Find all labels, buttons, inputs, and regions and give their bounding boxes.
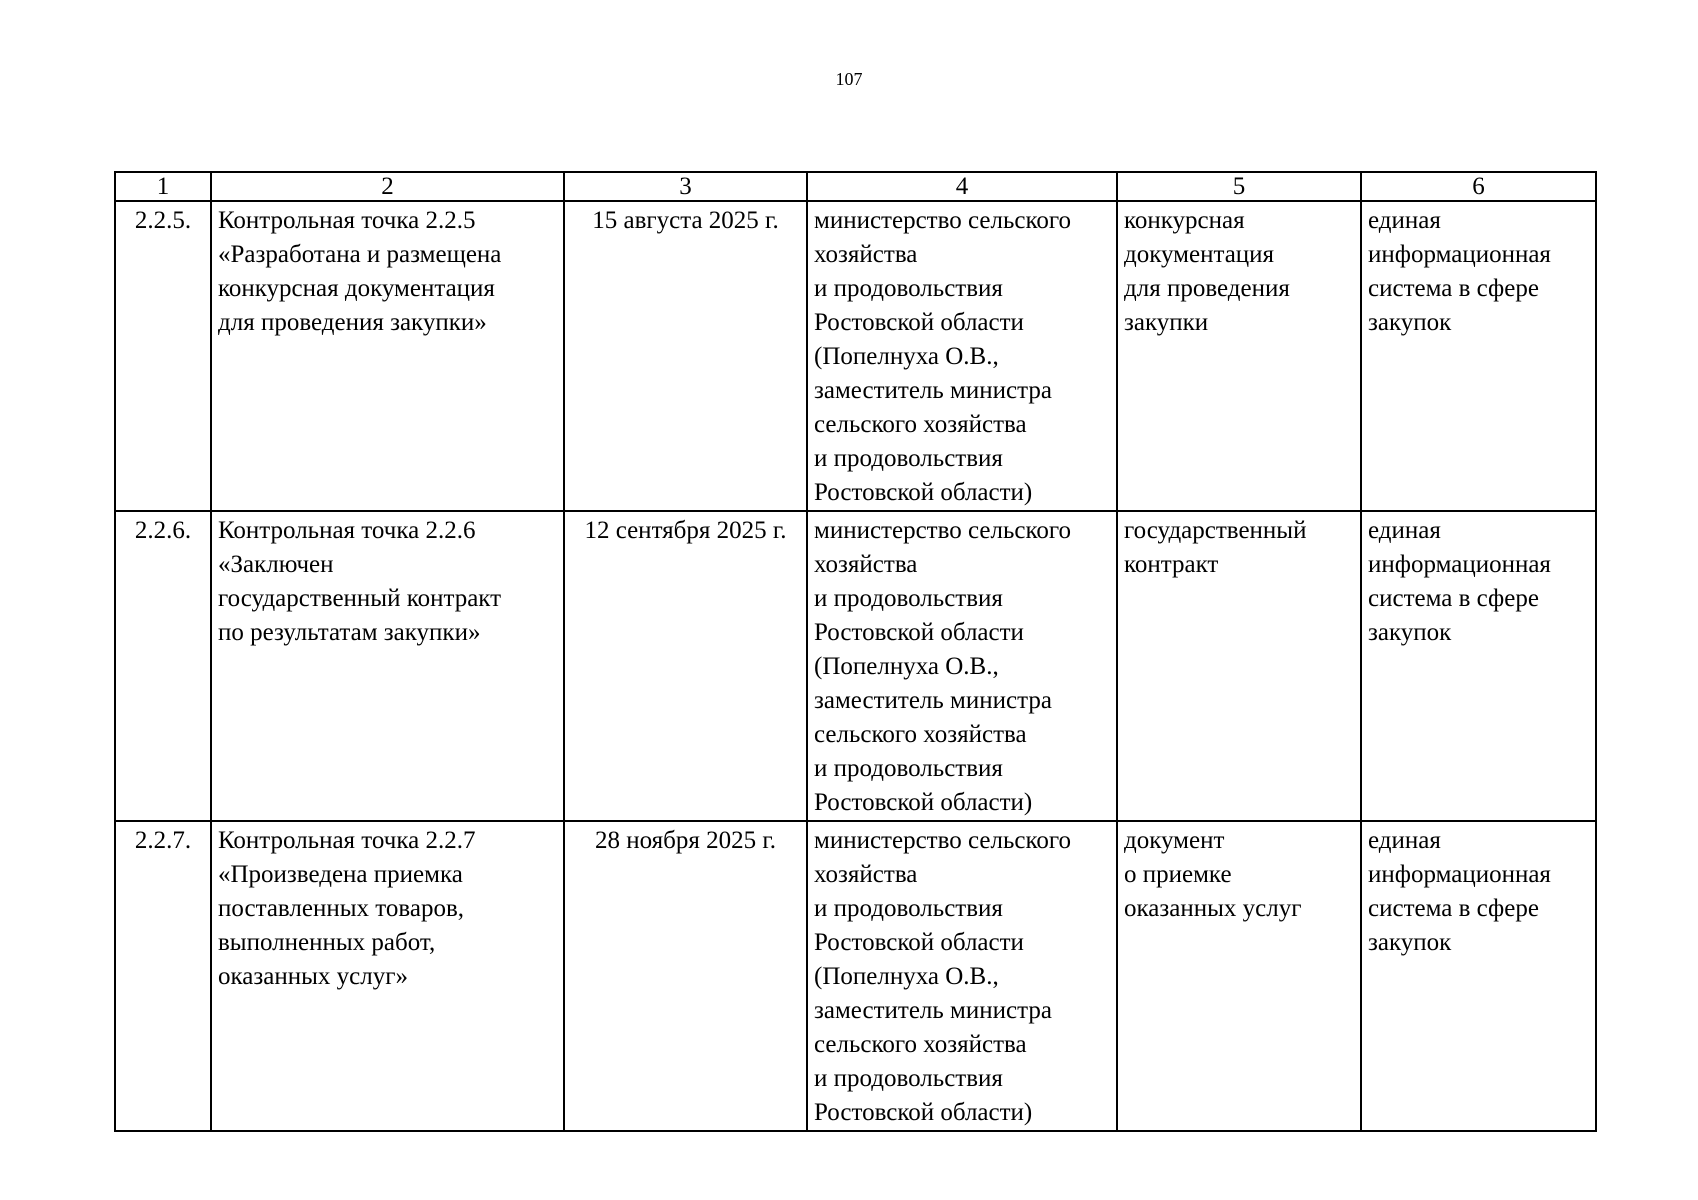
information-system-cell: единая информационная система в сфере закупок bbox=[1361, 511, 1596, 821]
responsible-cell: министерство сельского хозяйства и продовольствия Ростовской области (Попелнуха О.В., заместитель министра сельского хозяйства и продовольствия Ростовской области) bbox=[807, 821, 1117, 1131]
table-row bbox=[115, 511, 1596, 821]
table-row bbox=[115, 201, 1596, 511]
description-cell: Контрольная точка 2.2.6 «Заключен государственный контракт по результатам закупки» bbox=[211, 511, 564, 821]
responsible-cell: министерство сельского хозяйства и продовольствия Ростовской области (Попелнуха О.В., заместитель министра сельского хозяйства и продовольствия Ростовской области) bbox=[807, 511, 1117, 821]
column-header: 6 bbox=[1361, 172, 1596, 201]
date-cell: 15 августа 2025 г. bbox=[564, 201, 807, 511]
responsible-cell: министерство сельского хозяйства и продовольствия Ростовской области (Попелнуха О.В., заместитель министра сельского хозяйства и продовольствия Ростовской области) bbox=[807, 201, 1117, 511]
result-document-cell: конкурсная документация для проведения закупки bbox=[1117, 201, 1361, 511]
date-cell: 28 ноября 2025 г. bbox=[564, 821, 807, 1131]
table-header-row bbox=[115, 172, 1596, 201]
description-cell: Контрольная точка 2.2.7 «Произведена приемка поставленных товаров, выполненных работ, оказанных услуг» bbox=[211, 821, 564, 1131]
row-number-cell: 2.2.5. bbox=[115, 201, 211, 511]
information-system-cell: единая информационная система в сфере закупок bbox=[1361, 201, 1596, 511]
row-number-cell: 2.2.7. bbox=[115, 821, 211, 1131]
result-document-cell: документ о приемке оказанных услуг bbox=[1117, 821, 1361, 1131]
row-number-cell: 2.2.6. bbox=[115, 511, 211, 821]
column-header: 5 bbox=[1117, 172, 1361, 201]
column-header: 2 bbox=[211, 172, 564, 201]
column-header: 1 bbox=[115, 172, 211, 201]
column-header: 3 bbox=[564, 172, 807, 201]
result-document-cell: государственный контракт bbox=[1117, 511, 1361, 821]
control-points-table bbox=[114, 171, 1597, 1132]
description-cell: Контрольная точка 2.2.5 «Разработана и размещена конкурсная документация для проведения закупки» bbox=[211, 201, 564, 511]
date-cell: 12 сентября 2025 г. bbox=[564, 511, 807, 821]
table-row bbox=[115, 821, 1596, 1131]
column-header: 4 bbox=[807, 172, 1117, 201]
information-system-cell: единая информационная система в сфере закупок bbox=[1361, 821, 1596, 1131]
page-number: 107 bbox=[835, 69, 863, 89]
